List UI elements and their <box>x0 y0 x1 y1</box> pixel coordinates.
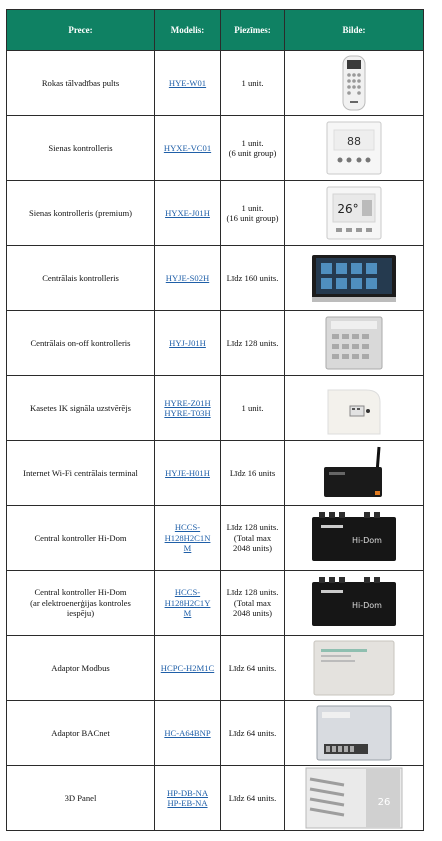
note-text: Līdz 64 units. <box>228 792 277 803</box>
model-line: H128H2C1N <box>164 532 211 543</box>
note-text: 1 unit. <box>241 402 264 413</box>
header-notes: Piezīmes: <box>221 10 285 51</box>
table-row <box>7 441 424 506</box>
product-name-line: (ar elektroenerģijas kontroles <box>30 597 131 608</box>
note-text: 2048 units) <box>233 543 272 554</box>
table-row <box>7 701 424 766</box>
note-text: Līdz 64 units. <box>228 662 277 673</box>
product-name: Sienas kontrolleris (premium) <box>7 181 155 246</box>
model-link[interactable]: HP-EB-NA <box>167 798 208 808</box>
table-row <box>7 311 424 376</box>
product-name: Rokas tālvadības pults <box>7 51 155 116</box>
model-link[interactable]: HYXE-VC01 <box>163 142 212 153</box>
product-name-line: iespēju) <box>66 608 95 619</box>
note-text: Līdz 64 units. <box>228 727 277 738</box>
3d-panel-icon <box>287 767 421 829</box>
product-name: Adaptor BACnet <box>7 701 155 766</box>
note-text: (6 unit group) <box>228 148 277 158</box>
model-link[interactable]: HP-DB-NA <box>166 787 209 798</box>
model-line: M <box>183 543 192 554</box>
note-text: 1 unit. <box>241 77 264 88</box>
table-row <box>7 636 424 701</box>
note-text: Līdz 160 units. <box>226 272 279 283</box>
note-text: 2048 units) <box>233 608 272 619</box>
model-link[interactable]: HYRE-T03H <box>164 408 211 418</box>
header-model: Modelis: <box>155 10 221 51</box>
product-name: Central kontroller Hi-Dom <box>34 587 127 598</box>
ir-receiver-icon <box>287 377 421 439</box>
wall-controller-premium-icon <box>287 182 421 244</box>
table-row <box>7 766 424 831</box>
svg-text:88: 88 <box>347 135 361 148</box>
central-controller-icon <box>287 247 421 309</box>
product-name: 3D Panel <box>7 766 155 831</box>
hi-dom-label: Hi-Dom <box>352 536 382 545</box>
modbus-adaptor-icon <box>287 637 421 699</box>
table-row <box>7 571 424 636</box>
product-name: Kasetes IK signāla uzstvērējs <box>7 376 155 441</box>
model-link[interactable] <box>157 587 218 619</box>
wifi-terminal-icon <box>287 442 421 504</box>
product-name: Internet Wi-Fi centrālais terminal <box>7 441 155 506</box>
note-text: (Total max <box>233 597 272 608</box>
model-link[interactable]: HYJE-S02H <box>165 272 210 283</box>
hi-dom-energy-controller-icon <box>287 572 421 634</box>
note-text: Līdz 128 units. <box>226 337 279 348</box>
table-row <box>7 51 424 116</box>
table-row <box>7 246 424 311</box>
model-link[interactable] <box>157 522 218 554</box>
table-row <box>7 116 424 181</box>
display-temp: 26° <box>337 202 359 216</box>
model-link[interactable]: HC-A64BNP <box>164 727 211 738</box>
model-link[interactable]: HYE-W01 <box>168 77 207 88</box>
note-text: (Total max <box>233 532 272 543</box>
product-name: Sienas kontrolleris <box>7 116 155 181</box>
model-link[interactable]: HYXE-J01H <box>165 207 210 218</box>
table-row <box>7 181 424 246</box>
note-text: Līdz 128 units. <box>226 587 279 598</box>
table-row <box>7 376 424 441</box>
note-text: 1 unit. <box>241 202 264 213</box>
model-link[interactable]: HYJ-J01H <box>169 337 206 348</box>
bacnet-adaptor-icon <box>287 702 421 764</box>
hi-dom-controller-icon <box>287 507 421 569</box>
model-line: HCCS- <box>174 522 201 533</box>
table-row <box>7 506 424 571</box>
wall-controller-icon <box>287 117 421 179</box>
header-image: Bilde: <box>285 10 424 51</box>
product-name: Adaptor Modbus <box>7 636 155 701</box>
product-table <box>6 9 424 831</box>
note-text: Līdz 128 units. <box>226 522 279 533</box>
model-line: M <box>183 608 192 619</box>
panel-temp: 26 <box>377 797 391 808</box>
product-name: Centrālais on-off kontrolleris <box>7 311 155 376</box>
model-link[interactable]: HYJE-H01H <box>165 467 210 478</box>
remote-control-icon <box>287 52 421 114</box>
note-text: 1 unit. <box>241 137 264 148</box>
model-line: H128H2C1Y <box>164 597 211 608</box>
hi-dom-label: Hi-Dom <box>352 601 382 610</box>
model-line: HCCS- <box>174 587 201 598</box>
product-name: Central kontroller Hi-Dom <box>7 506 155 571</box>
product-name: Centrālais kontrolleris <box>7 246 155 311</box>
model-link[interactable]: HYRE-Z01H <box>164 397 211 408</box>
model-link[interactable]: HCPC-H2M1C <box>160 662 215 673</box>
note-text: Līdz 16 units <box>229 467 276 478</box>
table-header-row <box>7 10 424 51</box>
note-text: (16 unit group) <box>226 213 279 223</box>
on-off-controller-icon <box>287 312 421 374</box>
header-product: Prece: <box>7 10 155 51</box>
